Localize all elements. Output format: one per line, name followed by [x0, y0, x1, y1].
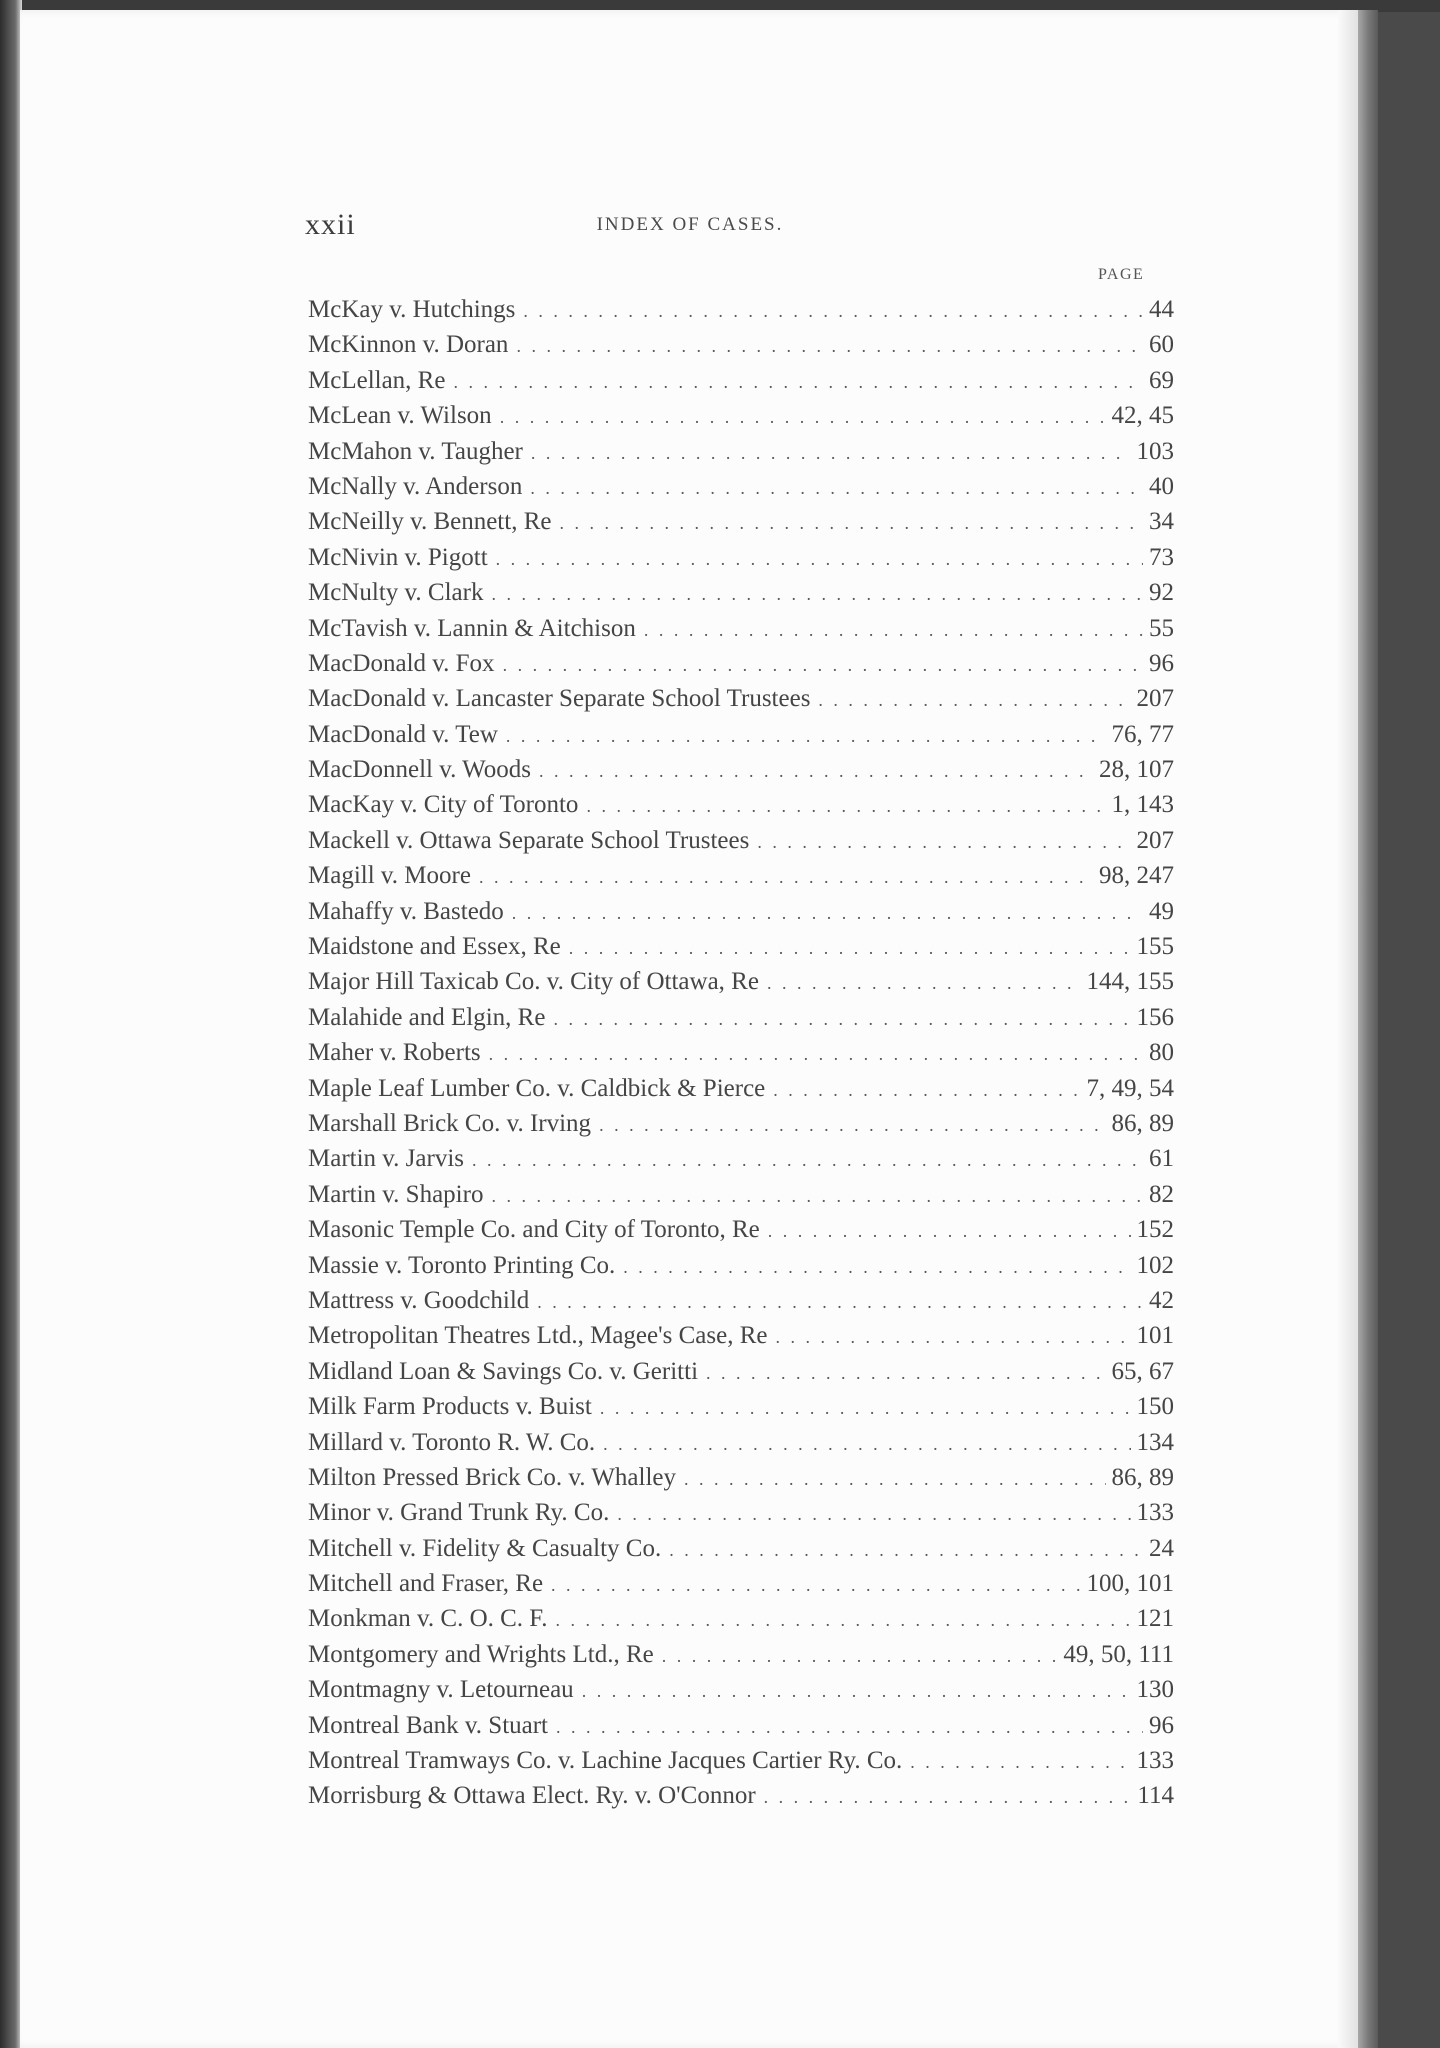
- page-reference: 96: [1149, 649, 1174, 677]
- case-name: Malahide and Elgin, Re: [308, 1003, 546, 1031]
- page-reference: 86, 89: [1111, 1463, 1174, 1491]
- index-entry: [308, 615, 1174, 650]
- index-entry: [308, 1252, 1174, 1287]
- page-reference: 150: [1136, 1393, 1174, 1421]
- running-head-text: INDEX OF CASES.: [596, 214, 784, 235]
- dot-leader: [662, 1646, 1058, 1667]
- dot-leader: [496, 549, 1143, 570]
- case-name: McKinnon v. Doran: [308, 331, 509, 359]
- case-name: MacDonald v. Tew: [308, 720, 498, 748]
- case-name: Mattress v. Goodchild: [308, 1286, 530, 1314]
- index-entry: [308, 1676, 1174, 1711]
- page-reference: 1, 143: [1111, 791, 1174, 819]
- case-name: Martin v. Jarvis: [308, 1145, 464, 1173]
- page-reference: 121: [1136, 1605, 1174, 1633]
- case-name: Minor v. Grand Trunk Ry. Co.: [308, 1499, 610, 1527]
- case-name: Major Hill Taxicab Co. v. City of Ottawa, Re: [308, 968, 759, 996]
- page-reference: 82: [1149, 1180, 1174, 1208]
- page-reference: 28, 107: [1099, 756, 1174, 784]
- case-name: Metropolitan Theatres Ltd., Magee's Case, Re: [308, 1322, 768, 1350]
- case-name: McLean v. Wilson: [308, 402, 492, 430]
- case-name: MacDonald v. Fox: [308, 649, 495, 677]
- dot-leader: [491, 1186, 1143, 1207]
- dot-leader: [617, 1504, 1130, 1525]
- left-gutter: [0, 0, 22, 2048]
- dot-leader: [506, 726, 1106, 747]
- case-name: Mitchell v. Fidelity & Casualty Co.: [308, 1534, 662, 1562]
- dot-leader: [706, 1363, 1105, 1384]
- index-entry: [308, 1641, 1174, 1676]
- index-entry: [308, 1181, 1174, 1216]
- case-name: Millard v. Toronto R. W. Co.: [308, 1428, 596, 1456]
- index-entry: [308, 1570, 1174, 1605]
- dot-leader: [551, 1575, 1080, 1596]
- dot-leader: [764, 1787, 1132, 1808]
- case-name: Mahaffy v. Bastedo: [308, 897, 504, 925]
- index-entry: [308, 1004, 1174, 1039]
- index-entry: [308, 331, 1174, 366]
- case-name: Morrisburg & Ottawa Elect. Ry. v. O'Connor: [308, 1782, 756, 1810]
- case-name: Milk Farm Products v. Buist: [308, 1393, 592, 1421]
- index-entry: [308, 1322, 1174, 1357]
- index-entry: [308, 1712, 1174, 1747]
- case-name: Montreal Bank v. Stuart: [308, 1711, 549, 1739]
- dot-leader: [553, 1009, 1130, 1030]
- index-entry: [308, 402, 1174, 437]
- page-reference: 55: [1149, 614, 1174, 642]
- dot-leader: [539, 761, 1093, 782]
- index-entry: [308, 544, 1174, 579]
- page-reference: 114: [1137, 1782, 1174, 1810]
- case-name: Martin v. Shapiro: [308, 1180, 484, 1208]
- case-name: Monkman v. C. O. C. F.: [308, 1605, 548, 1633]
- dot-leader: [559, 513, 1143, 534]
- index-entry: [308, 1535, 1174, 1570]
- page-reference: 42, 45: [1111, 402, 1174, 430]
- dot-leader: [773, 1080, 1080, 1101]
- page-reference: 98, 247: [1099, 862, 1174, 890]
- page-reference: 130: [1136, 1676, 1174, 1704]
- index-entry: [308, 650, 1174, 685]
- case-name: McNeilly v. Bennett, Re: [308, 508, 552, 536]
- index-entry: [308, 1145, 1174, 1180]
- dot-leader: [472, 1150, 1143, 1171]
- index-entry: [308, 685, 1174, 720]
- index-entry: [308, 1358, 1174, 1393]
- page-reference: 96: [1149, 1711, 1174, 1739]
- index-entry: [308, 862, 1174, 897]
- dot-leader: [453, 372, 1143, 393]
- case-name: Milton Pressed Brick Co. v. Whalley: [308, 1463, 677, 1491]
- page-reference: 73: [1149, 543, 1174, 571]
- dot-leader: [537, 1292, 1143, 1313]
- case-name: Marshall Brick Co. v. Irving: [308, 1109, 592, 1137]
- index-entry: [308, 933, 1174, 968]
- index-entry: [308, 1464, 1174, 1499]
- page-reference: 152: [1136, 1216, 1174, 1244]
- dot-leader: [556, 1717, 1143, 1738]
- page-reference: 86, 89: [1111, 1109, 1174, 1137]
- dot-leader: [489, 1044, 1143, 1065]
- page-reference: 133: [1136, 1499, 1174, 1527]
- dot-leader: [603, 1434, 1130, 1455]
- case-name: McLellan, Re: [308, 366, 446, 394]
- case-name: Montgomery and Wrights Ltd., Re: [308, 1640, 654, 1668]
- page-column-heading: PAGE: [1098, 266, 1145, 283]
- dot-leader: [503, 655, 1143, 676]
- case-name: Mackell v. Ottawa Separate School Trustees: [308, 826, 750, 854]
- index-entry: [308, 1747, 1174, 1782]
- index-entry: [308, 1110, 1174, 1145]
- dot-leader: [768, 1221, 1131, 1242]
- case-name: McTavish v. Lannin & Aitchison: [308, 614, 636, 642]
- dot-leader: [599, 1115, 1105, 1136]
- page-reference: 24: [1149, 1534, 1174, 1562]
- dot-leader: [530, 478, 1143, 499]
- index-entry: [308, 438, 1174, 473]
- page-edge-shadow: [1358, 10, 1378, 2048]
- page-reference: 103: [1136, 437, 1174, 465]
- index-entry: [308, 1429, 1174, 1464]
- page-reference: 44: [1149, 296, 1174, 323]
- dot-leader: [582, 1681, 1131, 1702]
- page-reference: 156: [1136, 1003, 1174, 1031]
- case-name: Montreal Tramways Co. v. Lachine Jacques Cartier Ry. Co.: [308, 1747, 903, 1775]
- index-entry: [308, 1605, 1174, 1640]
- dot-leader: [500, 407, 1106, 428]
- dot-leader: [910, 1752, 1130, 1773]
- page-reference: 133: [1136, 1747, 1174, 1775]
- index-entry: [308, 508, 1174, 543]
- case-name: McMahon v. Taugher: [308, 437, 523, 465]
- page-reference: 69: [1149, 366, 1174, 394]
- page-reference: 49: [1149, 897, 1174, 925]
- index-entry: [308, 1075, 1174, 1110]
- case-name: Maidstone and Essex, Re: [308, 933, 561, 961]
- dot-leader: [516, 336, 1143, 357]
- page-reference: 60: [1149, 331, 1174, 359]
- index-entry: [308, 756, 1174, 791]
- dot-leader: [531, 443, 1131, 464]
- index-entry: [308, 473, 1174, 508]
- case-name: MacDonnell v. Woods: [308, 756, 531, 784]
- page-number: xxii: [305, 208, 356, 241]
- case-name: Massie v. Toronto Printing Co.: [308, 1251, 616, 1279]
- dot-leader: [767, 973, 1081, 994]
- page-reference: 80: [1149, 1039, 1174, 1067]
- dot-leader: [491, 584, 1143, 605]
- case-name: Magill v. Moore: [308, 862, 471, 890]
- dot-leader: [586, 796, 1105, 817]
- index-of-cases-list: [308, 296, 1174, 1818]
- case-name: Masonic Temple Co. and City of Toronto, Re: [308, 1216, 760, 1244]
- dot-leader: [669, 1540, 1143, 1561]
- index-entry: [308, 791, 1174, 826]
- page-reference: 40: [1149, 472, 1174, 500]
- dot-leader: [555, 1610, 1130, 1631]
- case-name: McNally v. Anderson: [308, 472, 523, 500]
- index-entry: [308, 367, 1174, 402]
- index-entry: [308, 898, 1174, 933]
- index-entry: [308, 579, 1174, 614]
- dot-leader: [775, 1327, 1130, 1348]
- dot-leader: [623, 1257, 1130, 1278]
- page-reference: 42: [1149, 1286, 1174, 1314]
- index-entry: [308, 1039, 1174, 1074]
- page-reference: 207: [1136, 826, 1174, 854]
- case-name: Maher v. Roberts: [308, 1039, 481, 1067]
- index-entry: [308, 1287, 1174, 1322]
- case-name: MacKay v. City of Toronto: [308, 791, 579, 819]
- index-entry: [308, 827, 1174, 862]
- index-entry: [308, 1499, 1174, 1534]
- index-entry: [308, 1393, 1174, 1428]
- dot-leader: [479, 867, 1093, 888]
- page-reference: 65, 67: [1111, 1357, 1174, 1385]
- index-entry: [308, 296, 1174, 331]
- dot-leader: [569, 938, 1131, 959]
- page-reference: 49, 50, 111: [1063, 1640, 1174, 1668]
- case-name: McNulty v. Clark: [308, 579, 484, 607]
- case-name: MacDonald v. Lancaster Separate School Trustees: [308, 685, 811, 713]
- dot-leader: [644, 620, 1143, 641]
- page-reference: 92: [1149, 579, 1174, 607]
- dot-leader: [600, 1398, 1131, 1419]
- page-reference: 207: [1136, 685, 1174, 713]
- index-entry: [308, 1782, 1174, 1817]
- index-entry: [308, 968, 1174, 1003]
- dot-leader: [818, 690, 1130, 711]
- index-entry: [308, 1216, 1174, 1251]
- page-reference: 61: [1149, 1145, 1174, 1173]
- page-reference: 100, 101: [1086, 1570, 1174, 1598]
- page-reference: 101: [1136, 1322, 1174, 1350]
- page-reference: 102: [1136, 1251, 1174, 1279]
- dot-leader: [757, 832, 1130, 853]
- case-name: Mitchell and Fraser, Re: [308, 1570, 544, 1598]
- case-name: Midland Loan & Savings Co. v. Geritti: [308, 1357, 699, 1385]
- page-reference: 134: [1136, 1428, 1174, 1456]
- case-name: McKay v. Hutchings: [308, 296, 516, 323]
- dot-leader: [512, 903, 1143, 924]
- page-reference: 144, 155: [1086, 968, 1174, 996]
- case-name: Maple Leaf Lumber Co. v. Caldbick & Pierce: [308, 1074, 766, 1102]
- page-reference: 34: [1149, 508, 1174, 536]
- index-entry: [308, 721, 1174, 756]
- page-reference: 7, 49, 54: [1086, 1074, 1174, 1102]
- page-reference: 155: [1136, 933, 1174, 961]
- page-reference: 76, 77: [1111, 720, 1174, 748]
- case-name: Montmagny v. Letourneau: [308, 1676, 574, 1704]
- dot-leader: [684, 1469, 1105, 1490]
- running-head: [0, 214, 1440, 236]
- case-name: McNivin v. Pigott: [308, 543, 488, 571]
- dot-leader: [523, 301, 1143, 322]
